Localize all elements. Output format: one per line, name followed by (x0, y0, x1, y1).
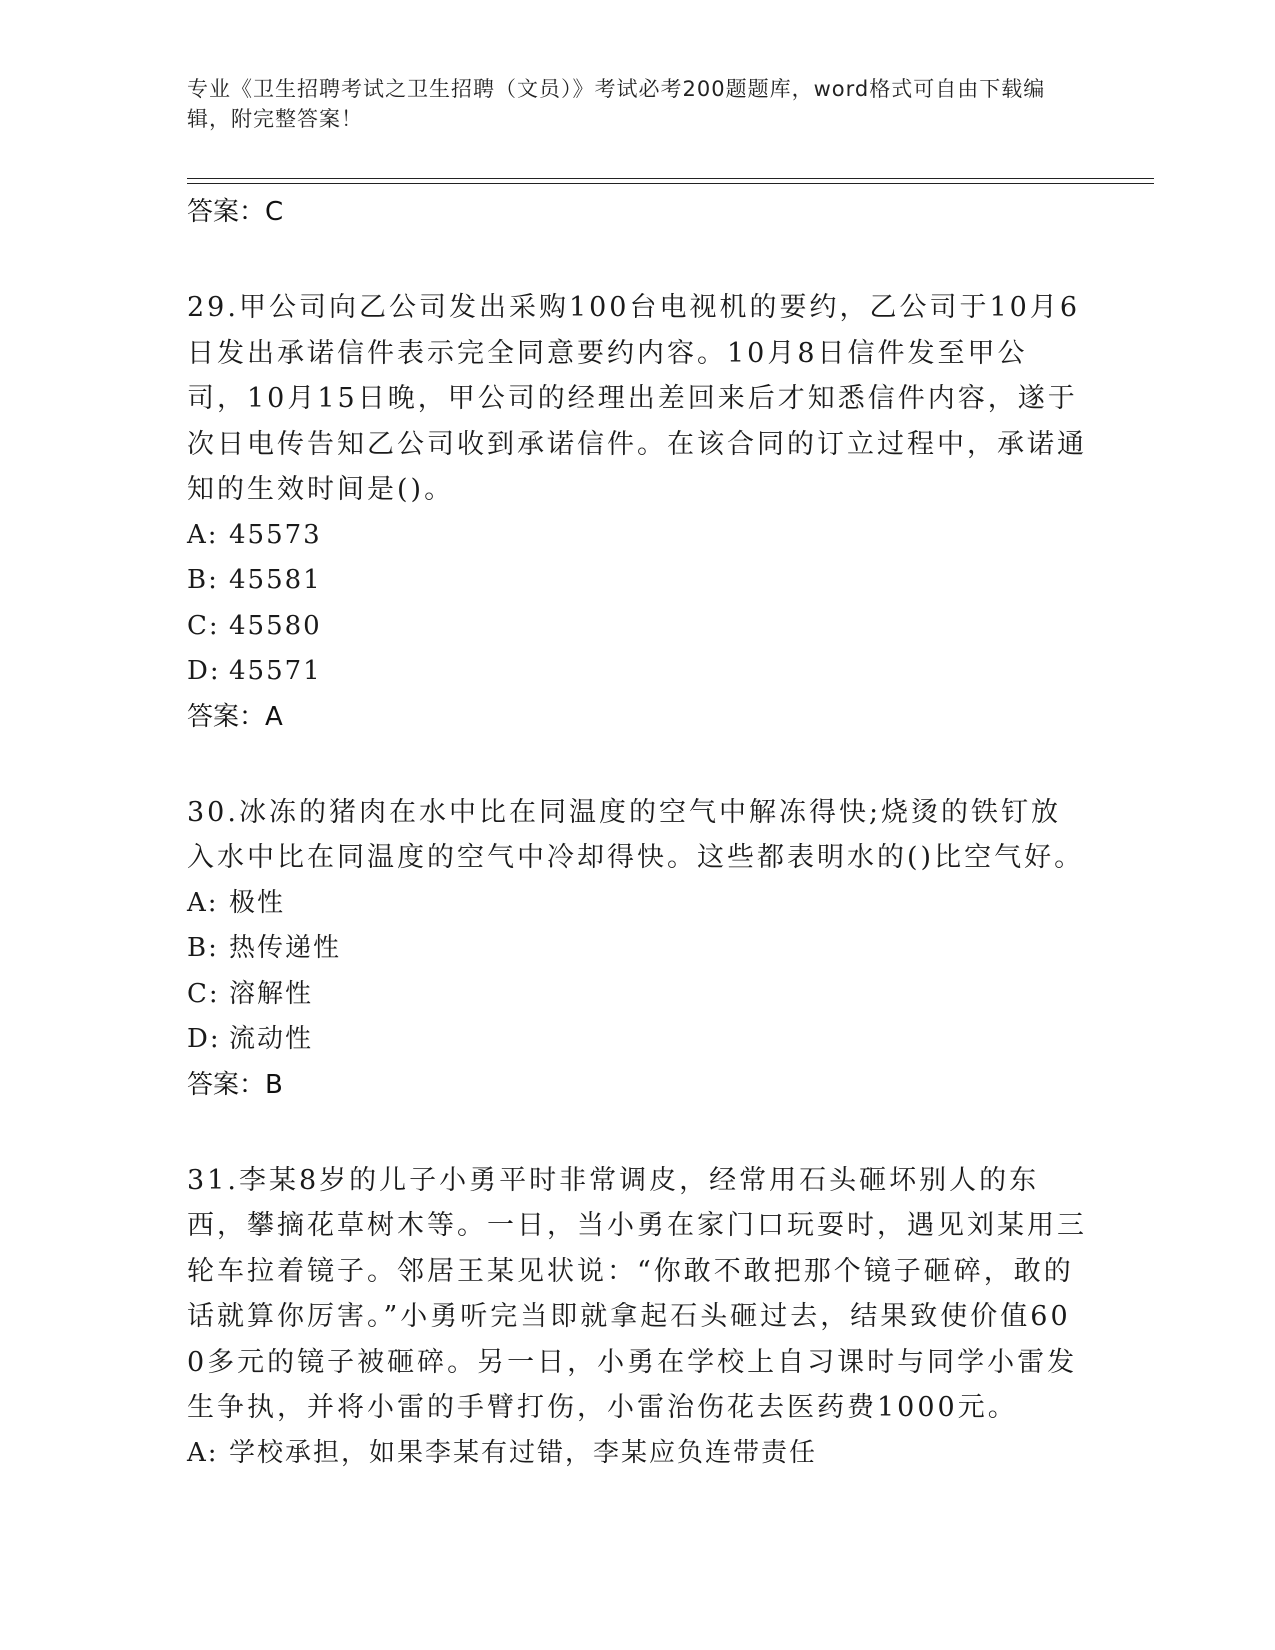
question-stem: 31.李某8岁的儿子小勇平时非常调皮，经常用石头砸坏别人的东西，攀摘花草树木等。一日，当小勇在家门口玩耍时，遇见刘某用三轮车拉着镜子。邻居王某见状说：“你敢不敢把那个镜子砸碎，敢的话就算你厉害。”小勇听完当即就拿起石头砸过去，结果致使价值600多元的镜子被砸碎。另一日，小勇在学校上自习课时与同学小雷发生争执，并将小雷的手臂打伤，小雷治伤花去医药费1000元。 (187, 1164, 1087, 1423)
option-text: 45581 (229, 565, 322, 595)
answer-line: 答案：A (187, 701, 283, 732)
option-letter: D: (187, 1024, 221, 1054)
question-block (187, 1158, 1087, 1477)
option-a (187, 881, 1087, 927)
option-letter: A: (187, 519, 219, 550)
header-rule-bottom (187, 183, 1154, 184)
answer-line: 答案：C (187, 197, 284, 227)
option-d (187, 649, 1087, 695)
option-letter: A: (187, 1437, 219, 1468)
question-block (187, 285, 1087, 740)
option-letter: C: (187, 978, 220, 1009)
document-header: 专业《卫生招聘考试之卫生招聘（文员）》考试必考200题题库，word格式可自由下载编辑，附完整答案！ (187, 77, 1046, 131)
option-letter: D: (187, 656, 221, 686)
option-b (187, 558, 1087, 604)
question-block (187, 790, 1087, 1108)
answer-line: 答案：B (187, 1069, 283, 1100)
option-text: 流动性 (229, 1024, 314, 1054)
option-c (187, 604, 1087, 650)
option-a (187, 1431, 1087, 1477)
option-letter: A: (187, 887, 219, 918)
option-c (187, 972, 1087, 1018)
option-letter: B: (187, 933, 219, 963)
option-b (187, 926, 1087, 972)
question-stem: 29.甲公司向乙公司发出采购100台电视机的要约，乙公司于10月6日发出承诺信件表示完全同意要约内容。10月8日信件发至甲公司，10月15日晚，甲公司的经理出差回来后才知悉信件内容，遂于次日电传告知乙公司收到承诺信件。在该合同的订立过程中，承诺通知的生效时间是()。 (187, 292, 1087, 505)
option-text: 溶解性 (229, 978, 314, 1009)
option-text: 热传递性 (229, 933, 342, 963)
option-letter: B: (187, 565, 219, 595)
option-d (187, 1017, 1087, 1063)
option-a (187, 513, 1087, 559)
option-text: 极性 (229, 887, 286, 918)
option-text: 45571 (229, 656, 322, 686)
option-text: 学校承担，如果李某有过错，李某应负连带责任 (229, 1437, 818, 1468)
document-body (187, 190, 1087, 1476)
header-rule-top (187, 178, 1154, 179)
option-letter: C: (187, 610, 220, 641)
question-stem: 30.冰冻的猪肉在水中比在同温度的空气中解冻得快;烧烫的铁钉放入水中比在同温度的空气中冷却得快。这些都表明水的()比空气好。 (187, 796, 1085, 873)
option-text: 45580 (229, 610, 322, 641)
option-text: 45573 (229, 519, 322, 550)
